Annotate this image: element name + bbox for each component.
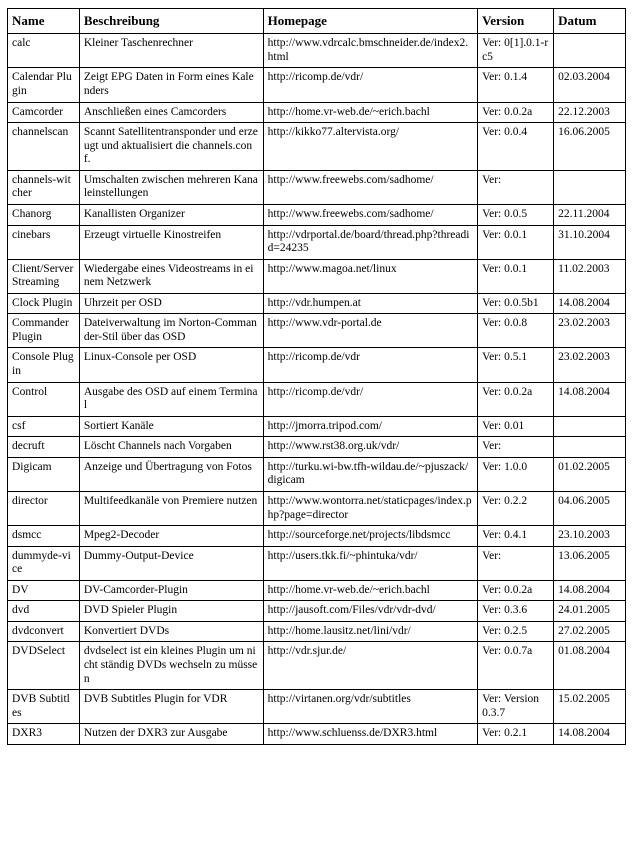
cell-datum: 14.08.2004: [554, 580, 626, 601]
cell-homepage[interactable]: http://www.freewebs.com/sadhome/: [263, 204, 477, 225]
column-header-name: Name: [8, 9, 80, 34]
cell-name: dsmcc: [8, 526, 80, 547]
cell-name: channelscan: [8, 123, 80, 171]
cell-homepage[interactable]: http://ricomp.de/vdr/: [263, 68, 477, 102]
table-row: [8, 259, 626, 293]
table-row: [8, 416, 626, 437]
cell-datum: 23.10.2003: [554, 526, 626, 547]
cell-beschreibung: Zeigt EPG Daten in Form eines Kalenders: [79, 68, 263, 102]
column-header-beschreibung: Beschreibung: [79, 9, 263, 34]
cell-version: Ver:: [478, 546, 554, 580]
column-header-datum: Datum: [554, 9, 626, 34]
table-row: [8, 123, 626, 171]
cell-name: Camcorder: [8, 102, 80, 123]
cell-name: dvd: [8, 601, 80, 622]
cell-beschreibung: Mpeg2-Decoder: [79, 526, 263, 547]
cell-beschreibung: Wiedergabe eines Videostreams in einem Netzwerk: [79, 259, 263, 293]
column-header-homepage: Homepage: [263, 9, 477, 34]
cell-datum: 27.02.2005: [554, 621, 626, 642]
cell-version: Ver: 0.2.1: [478, 724, 554, 745]
cell-beschreibung: Linux-Console per OSD: [79, 348, 263, 382]
cell-version: Ver: 0.0.5: [478, 204, 554, 225]
cell-version: Ver: 0.0.7a: [478, 642, 554, 690]
table-row: [8, 225, 626, 259]
table-row: [8, 724, 626, 745]
cell-name: Commander Plugin: [8, 314, 80, 348]
cell-version: Ver: 0.2.5: [478, 621, 554, 642]
cell-version: Ver: 1.0.0: [478, 457, 554, 491]
cell-beschreibung: Dateiverwaltung im Norton-Commander-Stil über das OSD: [79, 314, 263, 348]
cell-beschreibung: DVD Spieler Plugin: [79, 601, 263, 622]
cell-homepage[interactable]: http://jausoft.com/Files/vdr/vdr-dvd/: [263, 601, 477, 622]
cell-datum: 04.06.2005: [554, 491, 626, 525]
cell-homepage[interactable]: http://www.vdrcalc.bmschneider.de/index2.html: [263, 34, 477, 68]
table-header: [8, 9, 626, 34]
cell-homepage[interactable]: http://home.lausitz.net/lini/vdr/: [263, 621, 477, 642]
table-row: [8, 204, 626, 225]
cell-beschreibung: Dummy-Output-Device: [79, 546, 263, 580]
cell-homepage[interactable]: http://www.freewebs.com/sadhome/: [263, 170, 477, 204]
cell-beschreibung: Anschließen eines Camcorders: [79, 102, 263, 123]
cell-homepage[interactable]: http://sourceforge.net/projects/libdsmcc: [263, 526, 477, 547]
cell-datum: 14.08.2004: [554, 382, 626, 416]
table-row: [8, 690, 626, 724]
cell-datum: 02.03.2004: [554, 68, 626, 102]
cell-beschreibung: Kanallisten Organizer: [79, 204, 263, 225]
cell-beschreibung: Löscht Channels nach Vorgaben: [79, 437, 263, 458]
table-row: [8, 348, 626, 382]
cell-datum: 01.02.2005: [554, 457, 626, 491]
cell-homepage[interactable]: http://ricomp.de/vdr: [263, 348, 477, 382]
cell-name: Console Plugin: [8, 348, 80, 382]
table-row: [8, 170, 626, 204]
cell-version: Ver: 0.0.8: [478, 314, 554, 348]
cell-beschreibung: Sortiert Kanäle: [79, 416, 263, 437]
table-row: [8, 68, 626, 102]
cell-datum: 01.08.2004: [554, 642, 626, 690]
cell-name: Clock Plugin: [8, 293, 80, 314]
table-row: [8, 314, 626, 348]
cell-datum: 14.08.2004: [554, 293, 626, 314]
cell-homepage[interactable]: http://www.magoa.net/linux: [263, 259, 477, 293]
cell-name: decruft: [8, 437, 80, 458]
table-header-row: [8, 9, 626, 34]
table-row: [8, 601, 626, 622]
cell-version: Ver: 0.0.5b1: [478, 293, 554, 314]
cell-homepage[interactable]: http://users.tkk.fi/~phintuka/vdr/: [263, 546, 477, 580]
cell-datum: 22.11.2004: [554, 204, 626, 225]
cell-version: Ver: 0.01: [478, 416, 554, 437]
cell-datum: 22.12.2003: [554, 102, 626, 123]
table-body: [8, 34, 626, 745]
cell-beschreibung: Scannt Satellitentransponder und erzeugt und aktualisiert die channels.conf.: [79, 123, 263, 171]
cell-homepage[interactable]: http://ricomp.de/vdr/: [263, 382, 477, 416]
cell-homepage[interactable]: http://vdrportal.de/board/thread.php?threadid=24235: [263, 225, 477, 259]
cell-name: csf: [8, 416, 80, 437]
cell-version: Ver:: [478, 170, 554, 204]
table-row: [8, 382, 626, 416]
cell-name: DVDSelect: [8, 642, 80, 690]
cell-datum: 23.02.2003: [554, 314, 626, 348]
table-row: [8, 34, 626, 68]
cell-version: Ver: 0[1].0.1-rc5: [478, 34, 554, 68]
cell-name: DVB Subtitles: [8, 690, 80, 724]
cell-datum: 23.02.2003: [554, 348, 626, 382]
cell-beschreibung: Konvertiert DVDs: [79, 621, 263, 642]
plugin-table: [7, 8, 626, 745]
cell-name: channels-witcher: [8, 170, 80, 204]
cell-datum: [554, 34, 626, 68]
cell-homepage[interactable]: http://www.rst38.org.uk/vdr/: [263, 437, 477, 458]
table-row: [8, 437, 626, 458]
cell-beschreibung: DV-Camcorder-Plugin: [79, 580, 263, 601]
cell-datum: 14.08.2004: [554, 724, 626, 745]
table-row: [8, 621, 626, 642]
cell-homepage[interactable]: http://vdr.humpen.at: [263, 293, 477, 314]
cell-name: Chanorg: [8, 204, 80, 225]
table-row: [8, 457, 626, 491]
table-row: [8, 580, 626, 601]
cell-name: director: [8, 491, 80, 525]
cell-datum: [554, 437, 626, 458]
cell-beschreibung: Erzeugt virtuelle Kinostreifen: [79, 225, 263, 259]
cell-name: dummyde-vice: [8, 546, 80, 580]
cell-datum: 13.06.2005: [554, 546, 626, 580]
cell-name: Calendar Plugin: [8, 68, 80, 102]
cell-homepage[interactable]: http://www.wontorra.net/staticpages/index.php?page=director: [263, 491, 477, 525]
cell-version: Ver: 0.0.1: [478, 225, 554, 259]
cell-beschreibung: Kleiner Taschenrechner: [79, 34, 263, 68]
cell-datum: [554, 170, 626, 204]
cell-name: dvdconvert: [8, 621, 80, 642]
cell-version: Ver: 0.1.4: [478, 68, 554, 102]
cell-beschreibung: Ausgabe des OSD auf einem Terminal: [79, 382, 263, 416]
cell-homepage[interactable]: http://home.vr-web.de/~erich.bachl: [263, 102, 477, 123]
cell-beschreibung: dvdselect ist ein kleines Plugin um nicht ständig DVDs wechseln zu müssen: [79, 642, 263, 690]
cell-name: DV: [8, 580, 80, 601]
cell-homepage[interactable]: http://home.vr-web.de/~erich.bachl: [263, 580, 477, 601]
cell-datum: 24.01.2005: [554, 601, 626, 622]
cell-name: calc: [8, 34, 80, 68]
column-header-version: Version: [478, 9, 554, 34]
cell-name: Client/Server Streaming: [8, 259, 80, 293]
cell-version: Ver: 0.0.1: [478, 259, 554, 293]
cell-beschreibung: Anzeige und Übertragung von Fotos: [79, 457, 263, 491]
table-row: [8, 102, 626, 123]
table-row: [8, 642, 626, 690]
cell-homepage[interactable]: http://virtanen.org/vdr/subtitles: [263, 690, 477, 724]
cell-version: Ver: 0.3.6: [478, 601, 554, 622]
cell-homepage[interactable]: http://kikko77.altervista.org/: [263, 123, 477, 171]
cell-beschreibung: Nutzen der DXR3 zur Ausgabe: [79, 724, 263, 745]
cell-homepage[interactable]: http://www.vdr-portal.de: [263, 314, 477, 348]
table-row: [8, 546, 626, 580]
cell-homepage[interactable]: http://turku.wi-bw.tfh-wildau.de/~pjuszack/digicam: [263, 457, 477, 491]
cell-version: Ver: Version 0.3.7: [478, 690, 554, 724]
cell-version: Ver: 0.0.2a: [478, 580, 554, 601]
cell-version: Ver: 0.0.4: [478, 123, 554, 171]
table-row: [8, 293, 626, 314]
table-row: [8, 491, 626, 525]
cell-datum: [554, 416, 626, 437]
cell-name: Control: [8, 382, 80, 416]
cell-datum: 11.02.2003: [554, 259, 626, 293]
cell-beschreibung: DVB Subtitles Plugin for VDR: [79, 690, 263, 724]
cell-datum: 15.02.2005: [554, 690, 626, 724]
cell-name: DXR3: [8, 724, 80, 745]
cell-name: Digicam: [8, 457, 80, 491]
cell-beschreibung: Multifeedkanäle von Premiere nutzen: [79, 491, 263, 525]
cell-beschreibung: Uhrzeit per OSD: [79, 293, 263, 314]
cell-datum: 16.06.2005: [554, 123, 626, 171]
cell-version: Ver: 0.5.1: [478, 348, 554, 382]
cell-version: Ver: 0.4.1: [478, 526, 554, 547]
cell-version: Ver: 0.0.2a: [478, 382, 554, 416]
cell-datum: 31.10.2004: [554, 225, 626, 259]
cell-beschreibung: Umschalten zwischen mehreren Kanaleinstellungen: [79, 170, 263, 204]
table-row: [8, 526, 626, 547]
cell-version: Ver:: [478, 437, 554, 458]
cell-homepage[interactable]: http://jmorra.tripod.com/: [263, 416, 477, 437]
cell-version: Ver: 0.0.2a: [478, 102, 554, 123]
cell-version: Ver: 0.2.2: [478, 491, 554, 525]
cell-homepage[interactable]: http://vdr.sjur.de/: [263, 642, 477, 690]
cell-homepage[interactable]: http://www.schluenss.de/DXR3.html: [263, 724, 477, 745]
cell-name: cinebars: [8, 225, 80, 259]
